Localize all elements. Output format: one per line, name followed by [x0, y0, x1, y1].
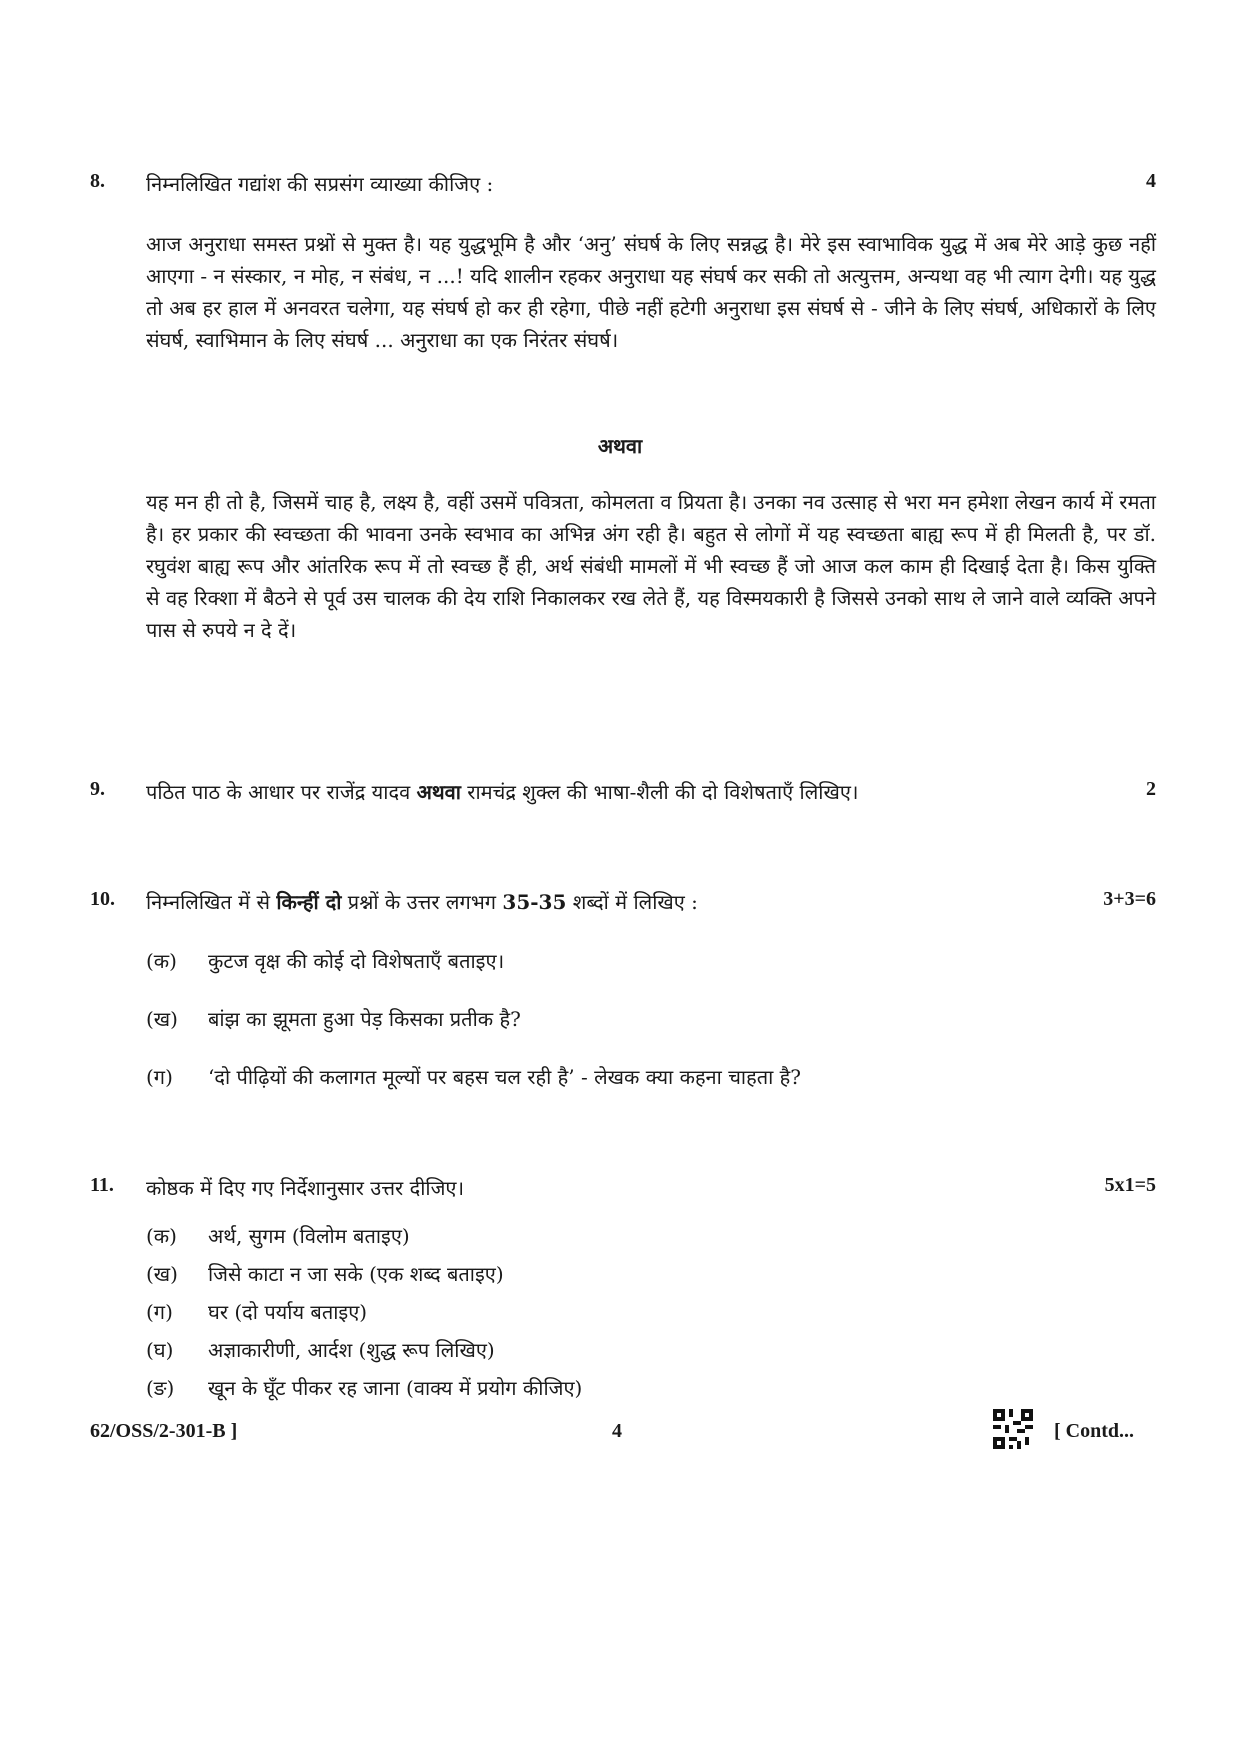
passage-2: यह मन ही तो है, जिसमें चाह है, लक्ष्य है, वहीं उसमें पवित्रता, कोमलता व प्रियता है। उनका नव उत्साह से भरा मन हमेशा लेखन कार्य में रमता है। हर प्रकार की स्वच्छता की भावना उनके स्वभाव का अभिन्न अंग रही है। बहुत से लोगों में यह स्वच्छता बाह्य रूप में ही मिलती है, पर डॉ. रघुवंश बाह्य रूप और आंतरिक रूप में तो स्वच्छ हैं ही, अर्थ संबंधी मामलों में भी स्वच्छ हैं जो आज कल काम ही दिखाई देता है। किस युक्ति से वह रिक्शा में बैठने से पूर्व उस चालक की देय राशि निकालकर रख लेते हैं, यह विस्मयकारी है जिससे उनको साथ ले जाने वाले व्यक्ति अपने पास से रुपये न दे दें। — [146, 490, 1156, 642]
question-number: 9. — [90, 778, 105, 800]
question-text-part: पठित पाठ के आधार पर राजेंद्र यादव — [146, 780, 417, 804]
option-text: खून के घूँट पीकर रह जाना (वाक्य में प्रयोग कीजिए) — [208, 1376, 583, 1400]
passage-1: आज अनुराधा समस्त प्रश्नों से मुक्त है। यह युद्धभूमि है और ‘अनु’ संघर्ष के लिए सन्नद्ध है। मेरे इस स्वाभाविक युद्ध में अब मेरे आड़े कुछ नहीं आएगा - न संस्कार, न मोह, न संबंध, न ...! यदि शालीन रहकर अनुराधा यह संघर्ष कर सकी तो अत्युत्तम, अन्यथा वह भी त्याग देगी। यह युद्ध तो अब हर हाल में अनवरत चलेगा, यह संघर्ष हो कर ही रहेगा, पीछे नहीं हटेगी अनुराधा इस संघर्ष से - जीने के लिए संघर्ष, अधिकारों के लिए संघर्ष, स्वाभिमान के लिए संघर्ष ... अनुराधा का एक निरंतर संघर्ष। — [146, 232, 1156, 352]
or-heading: अथवा — [597, 434, 643, 458]
question-text-bold: किन्हीं दो — [276, 890, 342, 914]
paper-code: 62/OSS/2-301-B ] — [90, 1420, 238, 1442]
page-number: 4 — [612, 1420, 622, 1442]
option-item — [146, 1374, 582, 1401]
qr-code-icon — [993, 1409, 1033, 1449]
option-text: बांझ का झूमता हुआ पेड़ किसका प्रतीक है? — [208, 1007, 521, 1031]
option-item — [146, 1005, 521, 1032]
question-number: 10. — [90, 888, 115, 910]
question-marks: 5x1=5 — [1104, 1174, 1156, 1196]
question-text — [146, 888, 1026, 915]
question-text-bold: 35-35 — [502, 890, 567, 914]
option-item — [146, 947, 504, 974]
option-item — [146, 1222, 410, 1249]
option-item — [146, 1336, 495, 1363]
option-label: (ग) — [146, 1065, 173, 1089]
question-marks: 3+3=6 — [1103, 888, 1156, 910]
question-number: 11. — [90, 1174, 114, 1196]
question-marks: 4 — [1146, 170, 1156, 192]
question-number: 8. — [90, 170, 105, 192]
question-text-part: शब्दों में लिखिए : — [566, 890, 698, 914]
question-text-part: रामचंद्र शुक्ल की भाषा-शैली की दो विशेषताएँ लिखिए। — [460, 780, 859, 804]
question-text: निम्नलिखित गद्यांश की सप्रसंग व्याख्या कीजिए : — [146, 172, 494, 196]
option-text: ‘दो पीढ़ियों की कलागत मूल्यों पर बहस चल रही है’ - लेखक क्या कहना चाहता है? — [208, 1065, 801, 1089]
option-text: घर (दो पर्याय बताइए) — [208, 1300, 368, 1324]
question-marks: 2 — [1146, 778, 1156, 800]
option-label: (क) — [146, 1224, 177, 1248]
continued-label: [ Contd... — [1054, 1420, 1135, 1442]
question-text: कोष्ठक में दिए गए निर्देशानुसार उत्तर दीजिए। — [146, 1176, 465, 1200]
option-text: कुटज वृक्ष की कोई दो विशेषताएँ बताइए। — [208, 949, 505, 973]
question-text-part: प्रश्नों के उत्तर लगभग — [341, 890, 503, 914]
option-label: (घ) — [146, 1338, 174, 1362]
option-text: अर्थ, सुगम (विलोम बताइए) — [208, 1224, 410, 1248]
question-text-part: निम्नलिखित में से — [146, 890, 277, 914]
option-item — [146, 1298, 367, 1325]
option-text: अज्ञाकारीणी, आर्दश (शुद्ध रूप लिखिए) — [208, 1338, 495, 1362]
option-label: (ङ) — [146, 1376, 175, 1400]
question-text — [146, 778, 1026, 805]
option-label: (ग) — [146, 1300, 173, 1324]
option-label: (ख) — [146, 1262, 178, 1286]
option-label: (क) — [146, 949, 177, 973]
option-label: (ख) — [146, 1007, 178, 1031]
option-item — [146, 1063, 801, 1090]
option-item — [146, 1260, 504, 1287]
question-text-bold: अथवा — [416, 780, 461, 804]
option-text: जिसे काटा न जा सके (एक शब्द बताइए) — [208, 1262, 504, 1286]
